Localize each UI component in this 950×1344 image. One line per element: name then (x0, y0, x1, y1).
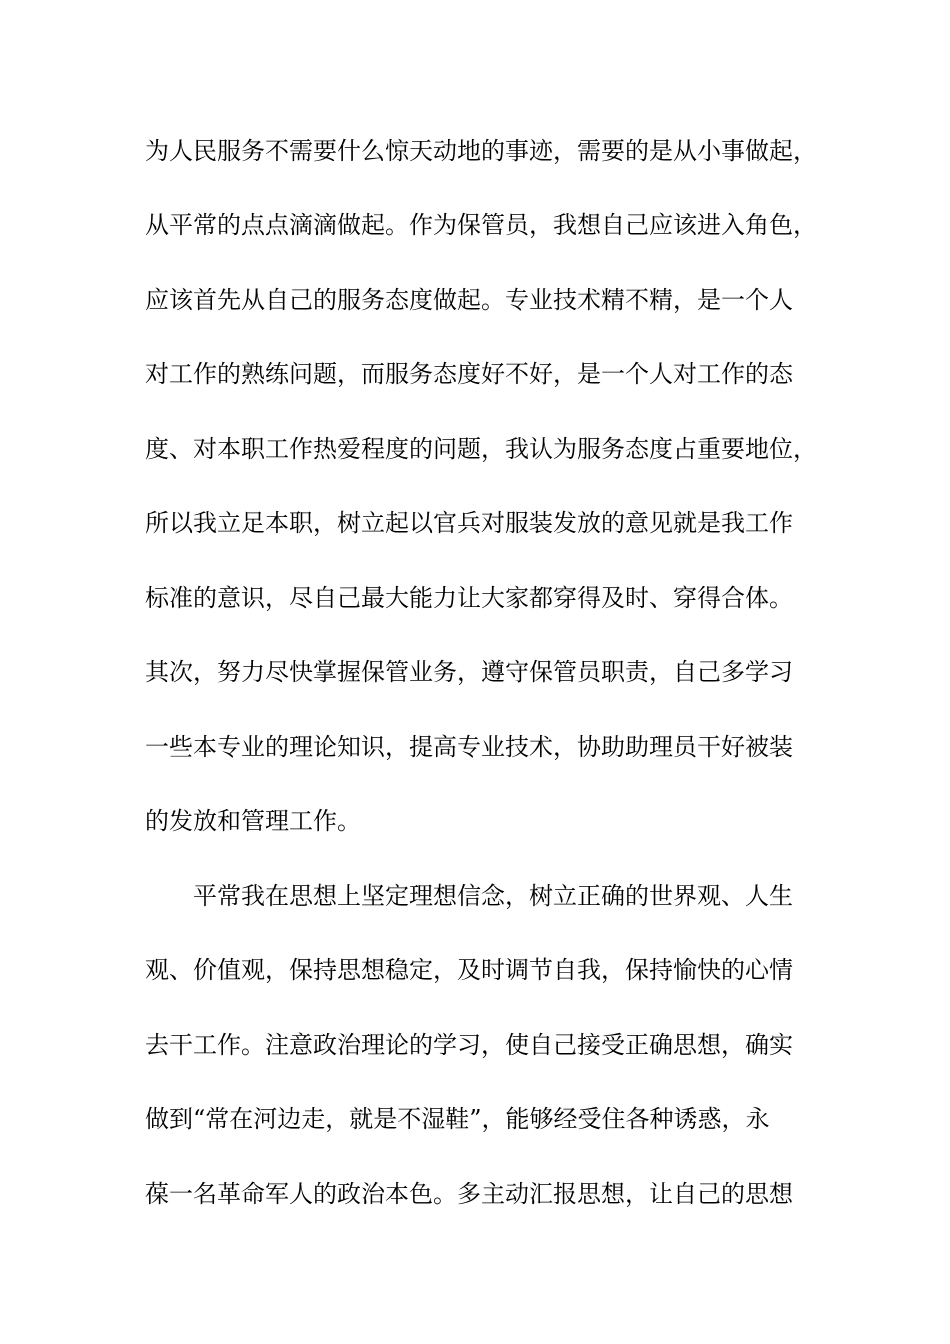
text-line-2: 从平常的点点滴滴做起。作为保管员，我想自己应该进入角色， (145, 211, 817, 239)
text-line-3: 应该首先从自己的服务态度做起。专业技术精不精，是一个人 (145, 286, 793, 314)
text-line-12: 观、价值观，保持思想稳定，及时调节自我，保持愉快的心情 (145, 956, 793, 984)
text-line-9: 一些本专业的理论知识，提高专业技术，协助助理员干好被装 (145, 733, 793, 761)
text-line-6: 所以我立足本职，树立起以官兵对服装发放的意见就是我工作 (145, 509, 793, 537)
text-line-13: 去干工作。注意政治理论的学习，使自己接受正确思想，确实 (145, 1031, 793, 1059)
text-line-15: 葆一名革命军人的政治本色。多主动汇报思想，让自己的思想 (145, 1180, 793, 1208)
text-line-5: 度、对本职工作热爱程度的问题，我认为服务态度占重要地位， (145, 435, 817, 463)
text-line-4: 对工作的熟练问题，而服务态度好不好，是一个人对工作的态 (145, 360, 793, 388)
paragraph-start-line: 平常我在思想上坚定理想信念，树立正确的世界观、人生 (193, 882, 793, 910)
text-line-10: 的发放和管理工作。 (145, 807, 361, 835)
text-line-7: 标准的意识，尽自己最大能力让大家都穿得及时、穿得合体。 (145, 584, 793, 612)
text-line-1: 为人民服务不需要什么惊天动地的事迹，需要的是从小事做起， (145, 137, 817, 165)
text-line-8: 其次，努力尽快掌握保管业务，遵守保管员职责，自己多学习 (145, 658, 793, 686)
text-line-14: 做到“常在河边走，就是不湿鞋”，能够经受住各种诱惑，永 (145, 1105, 770, 1133)
